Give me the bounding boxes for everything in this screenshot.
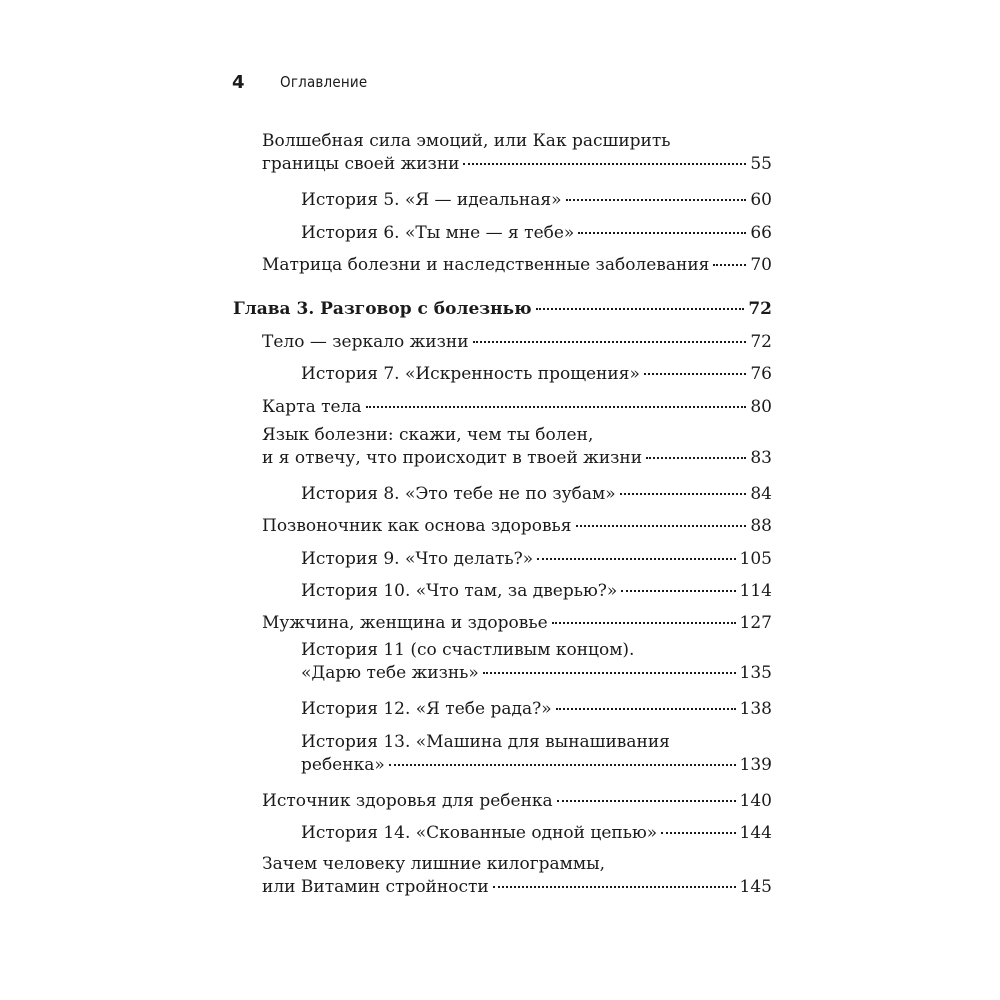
toc-section xyxy=(262,331,772,354)
toc-line xyxy=(301,731,772,754)
dot-leader xyxy=(537,558,735,560)
toc-page-number: 70 xyxy=(750,255,772,275)
toc-story xyxy=(301,548,772,571)
toc-entry-title: или Витамин стройности xyxy=(262,877,489,897)
toc-entry-title: Карта тела xyxy=(262,397,362,417)
toc-line xyxy=(301,698,772,721)
toc-story xyxy=(301,222,772,245)
toc-page-number: 114 xyxy=(739,581,772,601)
toc-entry-title: История 10. «Что там, за дверью?» xyxy=(301,581,618,601)
toc-page-number: 145 xyxy=(739,877,772,897)
toc-story xyxy=(301,363,772,386)
toc-section xyxy=(262,515,772,538)
toc-story xyxy=(301,731,772,777)
toc-chapter xyxy=(233,298,772,321)
toc-line xyxy=(262,130,772,153)
toc-section xyxy=(262,130,772,176)
toc-entry-title: Мужчина, женщина и здоровье xyxy=(262,613,548,633)
dot-leader xyxy=(536,308,745,310)
toc-line xyxy=(233,298,772,321)
toc-entry-title: Источник здоровья для ребенка xyxy=(262,791,553,811)
toc-section xyxy=(262,790,772,813)
toc-section xyxy=(262,396,772,419)
dot-leader xyxy=(620,493,747,495)
dot-leader xyxy=(552,622,736,624)
toc-line xyxy=(301,483,772,506)
toc-line xyxy=(262,396,772,419)
toc-entry-title: История 8. «Это тебе не по зубам» xyxy=(301,484,616,504)
dot-leader xyxy=(366,406,747,408)
toc-line xyxy=(301,189,772,212)
toc-line xyxy=(262,254,772,277)
toc-line xyxy=(301,548,772,571)
toc-page-number: 66 xyxy=(750,223,772,243)
toc-page-number: 140 xyxy=(739,791,772,811)
toc-section xyxy=(262,853,772,899)
toc-page-number: 83 xyxy=(750,448,772,468)
toc-line xyxy=(301,580,772,603)
toc-entry-title: История 9. «Что делать?» xyxy=(301,549,534,569)
toc-line xyxy=(262,853,772,876)
toc-entry-title: ребенка» xyxy=(301,755,385,775)
toc-line xyxy=(301,754,772,777)
toc-entry-title: и я отвечу, что происходит в твоей жизни xyxy=(262,448,643,468)
toc-page-number: 72 xyxy=(750,332,772,352)
toc-page-number: 139 xyxy=(739,755,772,775)
toc-page-number: 55 xyxy=(750,154,772,174)
toc-line xyxy=(262,153,772,176)
running-header xyxy=(232,68,367,96)
dot-leader xyxy=(644,373,747,375)
dot-leader xyxy=(557,800,736,802)
toc-line xyxy=(262,447,772,470)
toc-page-number: 88 xyxy=(750,516,772,536)
dot-leader xyxy=(483,672,736,674)
toc-page-number: 135 xyxy=(739,663,772,683)
toc-story xyxy=(301,822,772,845)
toc-entry-title: Матрица болезни и наследственные заболевания xyxy=(262,255,710,275)
dot-leader xyxy=(661,832,735,834)
toc-page-number: 76 xyxy=(750,364,772,384)
toc-entry-title: «Дарю тебе жизнь» xyxy=(301,663,479,683)
toc-entry-title: История 5. «Я — идеальная» xyxy=(301,190,562,210)
toc-entry-title: Волшебная сила эмоций, или Как расширить xyxy=(262,131,671,151)
toc-story xyxy=(301,698,772,721)
toc-page-number: 80 xyxy=(750,397,772,417)
toc-story xyxy=(301,483,772,506)
dot-leader xyxy=(556,708,736,710)
toc-entry-title: История 14. «Скованные одной цепью» xyxy=(301,823,658,843)
toc-page-number: 72 xyxy=(748,299,772,319)
toc-story xyxy=(301,580,772,603)
toc-section xyxy=(262,612,772,635)
toc-line xyxy=(301,363,772,386)
toc-page-number: 138 xyxy=(739,699,772,719)
dot-leader xyxy=(389,764,736,766)
toc-line xyxy=(301,822,772,845)
toc-entry-title: Зачем человеку лишние килограммы, xyxy=(262,854,606,874)
page-number: 4 xyxy=(232,71,245,93)
toc-line xyxy=(301,662,772,685)
toc-line xyxy=(262,331,772,354)
dot-leader xyxy=(621,590,735,592)
toc-entry-title: История 7. «Искренность прощения» xyxy=(301,364,640,384)
dot-leader xyxy=(576,525,747,527)
toc-page-number: 60 xyxy=(750,190,772,210)
toc-section xyxy=(262,424,772,470)
toc-page-number: 127 xyxy=(739,613,772,633)
toc-line xyxy=(262,424,772,447)
dot-leader xyxy=(578,232,746,234)
toc-page-number: 84 xyxy=(750,484,772,504)
toc-story xyxy=(301,639,772,685)
dot-leader xyxy=(646,457,746,459)
toc-entry-title: Язык болезни: скажи, чем ты болен, xyxy=(262,425,594,445)
toc-entry-title: История 12. «Я тебе рада?» xyxy=(301,699,552,719)
toc-line xyxy=(262,612,772,635)
toc-entry-title: Позвоночник как основа здоровья xyxy=(262,516,572,536)
toc-line xyxy=(262,790,772,813)
toc-section xyxy=(262,254,772,277)
dot-leader xyxy=(566,199,747,201)
toc-page-number: 105 xyxy=(739,549,772,569)
dot-leader xyxy=(473,341,747,343)
toc-line xyxy=(262,876,772,899)
toc-entry-title: Тело — зеркало жизни xyxy=(262,332,469,352)
toc-entry-title: История 13. «Машина для вынашивания xyxy=(301,732,670,752)
toc-entry-title: История 6. «Ты мне — я тебе» xyxy=(301,223,575,243)
dot-leader xyxy=(713,264,746,266)
toc-story xyxy=(301,189,772,212)
running-title: Оглавление xyxy=(280,73,368,91)
toc-line xyxy=(301,222,772,245)
toc-entry-title: Глава 3. Разговор с болезнью xyxy=(233,299,532,319)
dot-leader xyxy=(493,886,736,888)
toc-page-number: 144 xyxy=(739,823,772,843)
dot-leader xyxy=(463,163,746,165)
toc-line xyxy=(262,515,772,538)
toc-entry-title: границы своей жизни xyxy=(262,154,460,174)
toc-entry-title: История 11 (со счастливым концом). xyxy=(301,640,635,660)
toc-line xyxy=(301,639,772,662)
